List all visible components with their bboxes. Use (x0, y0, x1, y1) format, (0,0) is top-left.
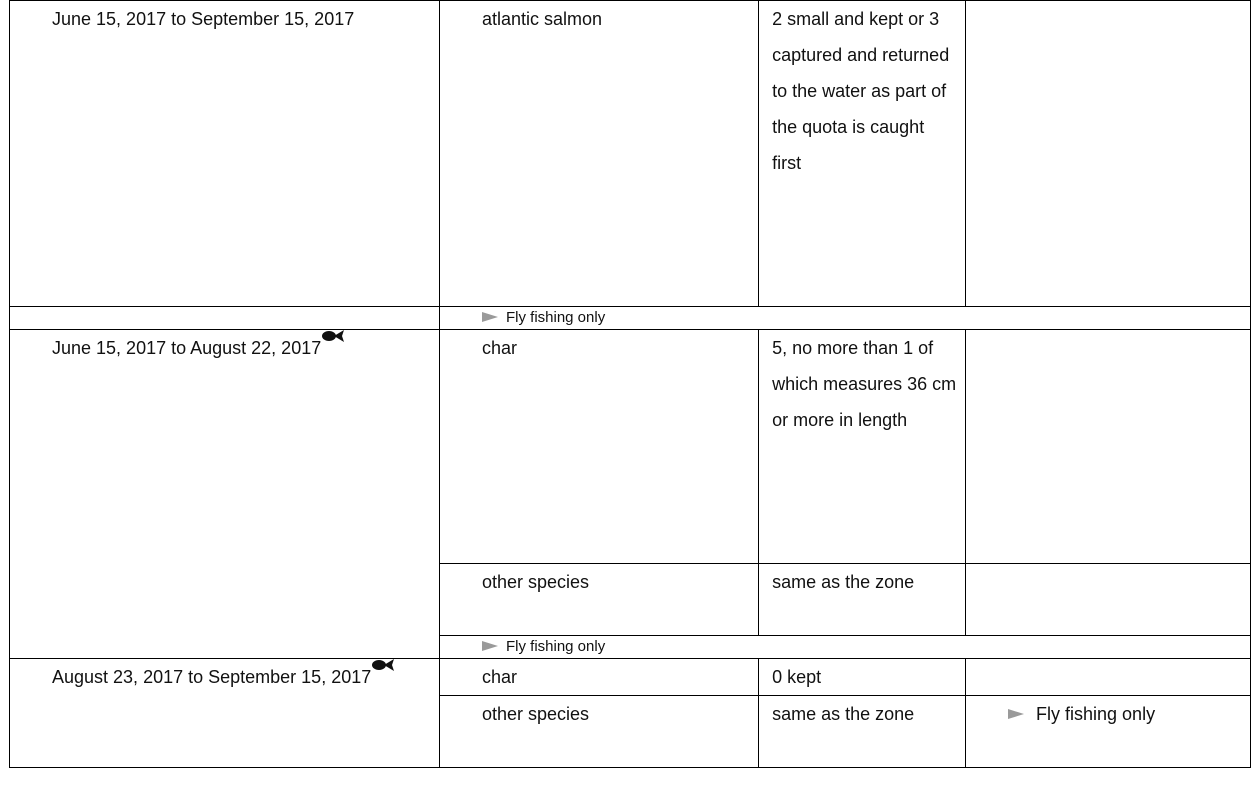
fly-fishing-note (1008, 696, 1178, 732)
note-cell (966, 330, 1251, 564)
species-cell (439, 659, 758, 696)
species-cell (439, 564, 758, 636)
limit-text: 5, no more than 1 of which measures 36 cm or more in length (772, 338, 957, 430)
table-row (10, 659, 1251, 696)
species-cell (439, 1, 758, 307)
period-text: June 15, 2017 to August 22, 2017 (52, 338, 322, 358)
period-cell (10, 1, 440, 307)
species-text: char (481, 667, 517, 687)
fly-fishing-note (439, 636, 1250, 659)
note-text: Fly fishing only (505, 638, 606, 655)
arrow-bullet-icon (1008, 709, 1024, 719)
limit-cell (759, 330, 966, 564)
species-text: other species (481, 704, 590, 724)
limit-cell (759, 696, 966, 768)
limit-cell (759, 659, 966, 696)
table-row (10, 1, 1251, 307)
fish-icon (322, 330, 344, 342)
note-text: Fly fishing only (1036, 704, 1156, 724)
limit-cell (759, 564, 966, 636)
limit-text: same as the zone (772, 704, 915, 724)
species-cell (439, 696, 758, 768)
period-cell-continued (10, 307, 440, 330)
period-cell (10, 659, 440, 768)
regulations-table (9, 0, 1251, 768)
period-cell (10, 330, 440, 659)
table-row (10, 330, 1251, 564)
note-cell (966, 659, 1251, 696)
fly-fishing-note (439, 307, 1250, 330)
note-cell (966, 1, 1251, 307)
note-text: Fly fishing only (505, 309, 606, 326)
note-cell (966, 696, 1251, 768)
limit-cell (759, 1, 966, 307)
note-row (10, 307, 1251, 330)
fish-icon (372, 659, 394, 671)
note-cell (966, 564, 1251, 636)
period-text: June 15, 2017 to September 15, 2017 (52, 9, 355, 29)
limit-text: 0 kept (772, 667, 822, 687)
limit-text: same as the zone (772, 572, 915, 592)
species-cell (439, 330, 758, 564)
species-text: other species (481, 572, 590, 592)
species-text: char (481, 338, 517, 358)
species-text: atlantic salmon (481, 9, 603, 29)
limit-text: 2 small and kept or 3 captured and returned to the water as part of the quota is caught first (772, 9, 950, 173)
period-text: August 23, 2017 to September 15, 2017 (52, 667, 372, 687)
arrow-bullet-icon (482, 312, 498, 322)
arrow-bullet-icon (482, 641, 498, 651)
